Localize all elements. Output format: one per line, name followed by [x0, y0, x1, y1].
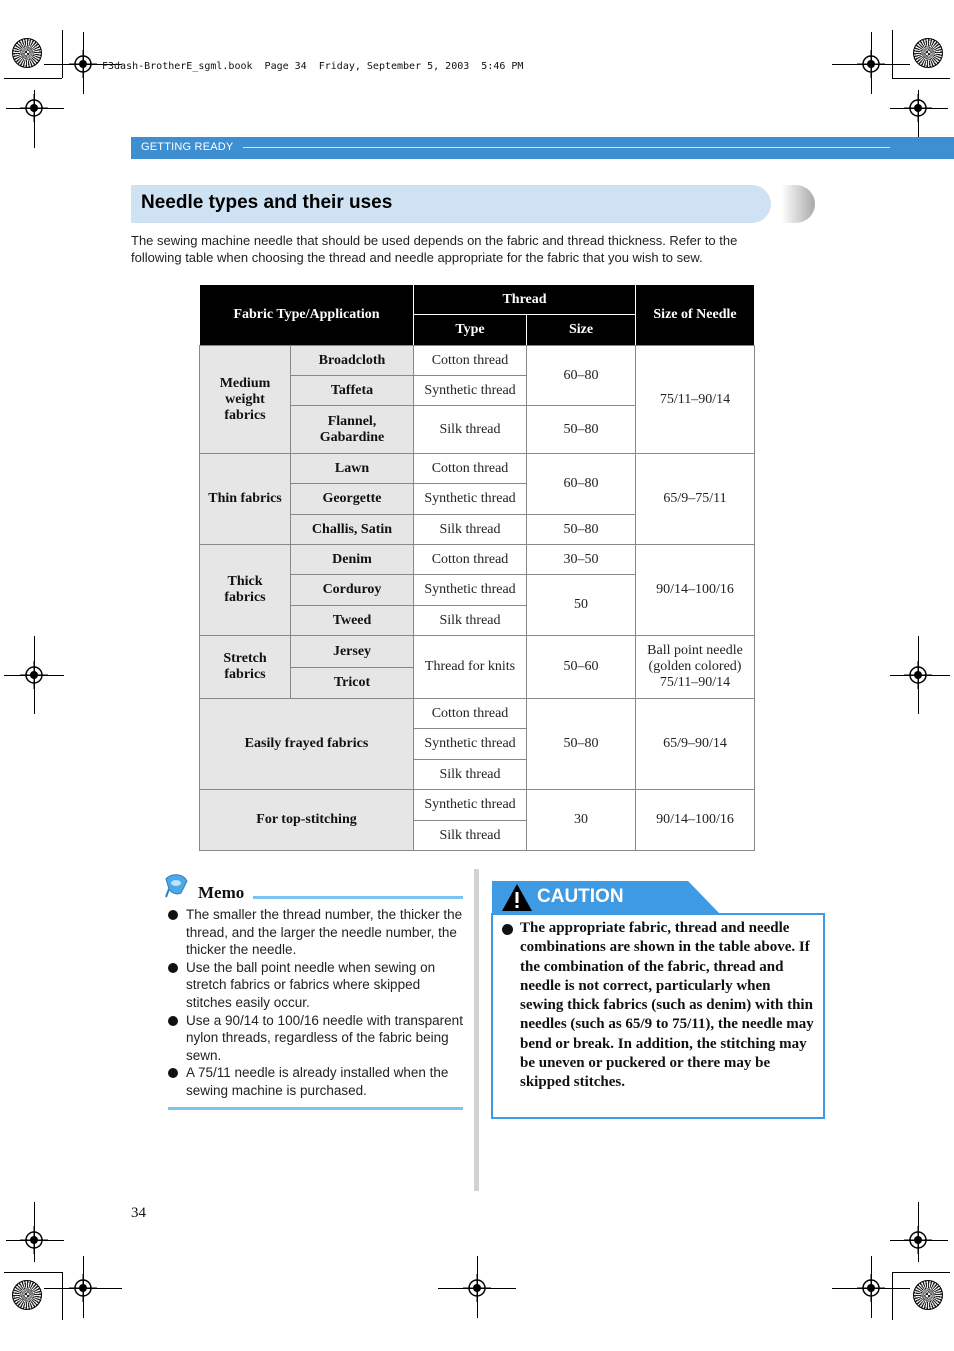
section-bar [131, 137, 954, 159]
registration-mark-icon [857, 1274, 885, 1302]
page-number: 34 [131, 1205, 146, 1221]
registration-mark-icon [20, 94, 48, 122]
fabric-tricot: Tricot [290, 667, 414, 699]
column-divider [474, 869, 479, 1191]
thread-type: Silk thread [413, 759, 527, 790]
thread-size: 50 [526, 574, 636, 636]
header-thread: Thread [413, 284, 636, 315]
needle-size: 65/9–75/11 [635, 453, 755, 545]
memo-title: Memo [198, 883, 245, 902]
thread-type: Synthetic thread [413, 789, 527, 821]
thread-type: Cotton thread [413, 453, 527, 484]
thread-type: Cotton thread [413, 544, 527, 575]
thread-size: 50–80 [526, 698, 636, 790]
fabric-georgette: Georgette [290, 483, 414, 515]
thread-type: Silk thread [413, 514, 527, 545]
warning-icon [501, 883, 533, 912]
registration-mark-icon [904, 1226, 932, 1254]
header-thread-size: Size [526, 314, 636, 346]
header-needle-size: Size of Needle [635, 284, 755, 346]
registration-mark-icon [20, 1226, 48, 1254]
registration-mark-icon [69, 50, 97, 78]
memo-item: The smaller the thread number, the thicker the thread, and the larger the needle number, the thicker the needle. [168, 906, 463, 959]
bullet-icon [168, 1016, 178, 1026]
thread-type: Synthetic thread [413, 375, 527, 406]
memo-item: A 75/11 needle is already installed when the sewing machine is purchased. [168, 1064, 463, 1099]
registration-mark-icon [904, 94, 932, 122]
thread-type: Silk thread [413, 405, 527, 454]
color-dial-icon [913, 1280, 943, 1310]
group-easily-frayed: Easily frayed fabrics [199, 698, 414, 790]
thread-type: Synthetic thread [413, 728, 527, 760]
registration-mark-icon [20, 661, 48, 689]
fabric-tweed: Tweed [290, 605, 414, 636]
color-dial-icon [913, 38, 943, 68]
memo-rule [253, 896, 463, 899]
bullet-icon [168, 910, 178, 920]
needle-size: 75/11–90/14 [635, 345, 755, 454]
group-top-stitching: For top-stitching [199, 789, 414, 851]
thread-size: 60–80 [526, 453, 636, 515]
header-fabric-type: Fabric Type/Application [199, 284, 414, 346]
fabric-corduroy: Corduroy [290, 574, 414, 606]
fabric-taffeta: Taffeta [290, 375, 414, 406]
memo-item: Use the ball point needle when sewing on stretch fabrics or fabrics where skipped stitches easily occur. [168, 959, 463, 1012]
fabric-broadcloth: Broadcloth [290, 345, 414, 376]
color-dial-icon [12, 1280, 42, 1310]
header-thread-type: Type [413, 314, 527, 346]
bullet-icon [168, 963, 178, 973]
registration-mark-icon [904, 661, 932, 689]
needle-size: 65/9–90/14 [635, 698, 755, 790]
color-dial-icon [12, 38, 42, 68]
needle-size: 90/14–100/16 [635, 789, 755, 851]
needle-table [199, 284, 755, 851]
caution-text [502, 919, 816, 1093]
bullet-icon [168, 1068, 178, 1078]
caution-title: CAUTION [537, 886, 624, 907]
thread-type: Silk thread [413, 605, 527, 636]
thread-size: 60–80 [526, 345, 636, 406]
group-medium-weight: Medium weight fabrics [199, 345, 291, 454]
thread-type: Synthetic thread [413, 574, 527, 606]
memo-bottom-rule [168, 1107, 463, 1110]
thread-type: Synthetic thread [413, 483, 527, 515]
thread-size: 50–80 [526, 514, 636, 545]
thread-size: 30 [526, 789, 636, 851]
thread-size: 30–50 [526, 544, 636, 575]
needle-size: Ball point needle (golden colored) 75/11–90/14 [635, 635, 755, 699]
registration-mark-icon [857, 50, 885, 78]
memo-item: Use a 90/14 to 100/16 needle with transparent nylon threads, regardless of the fabric being sewn. [168, 1012, 463, 1065]
fabric-lawn: Lawn [290, 453, 414, 484]
section-rule [243, 147, 890, 148]
page-title: Needle types and their uses [141, 192, 393, 213]
group-thin-fabrics: Thin fabrics [199, 453, 291, 545]
thread-size: 50–60 [526, 635, 636, 699]
thread-size: 50–80 [526, 405, 636, 454]
group-thick-fabrics: Thick fabrics [199, 544, 291, 636]
needle-size: 90/14–100/16 [635, 544, 755, 636]
registration-mark-icon [69, 1274, 97, 1302]
book-header: F3dash-BrotherE_sgml.book Page 34 Friday, September 5, 2003 5:46 PM [102, 61, 524, 72]
section-title: GETTING READY [141, 141, 234, 153]
registration-mark-icon [463, 1274, 491, 1302]
fabric-flannel-gabardine: Flannel, Gabardine [290, 405, 414, 454]
bullet-icon [502, 924, 513, 935]
thread-type: Cotton thread [413, 698, 527, 729]
intro-paragraph: The sewing machine needle that should be used depends on the fabric and thread thickness. Refer to the following table when choosing the thread and needle appropriate for the fabric that you wish to sew. [131, 233, 738, 265]
thread-type: Thread for knits [413, 635, 527, 699]
memo-list [168, 906, 463, 1100]
thread-type: Silk thread [413, 820, 527, 851]
fabric-jersey: Jersey [290, 635, 414, 668]
caution-body: The appropriate fabric, thread and needle combinations are shown in the table above. If the combination of the fabric, thread and needle is not correct, particularly when sewing thick fabrics (such as denim) with thin needles (such as 65/9 to 75/11), the needle may bend or break. In addition, the stitching may be uneven or puckered or there may be skipped stitches. [520, 920, 814, 1091]
memo-pin-icon [163, 873, 191, 899]
fabric-denim: Denim [290, 544, 414, 575]
group-stretch-fabrics: Stretch fabrics [199, 635, 291, 699]
thread-type: Cotton thread [413, 345, 527, 376]
fabric-challis-satin: Challis, Satin [290, 514, 414, 545]
